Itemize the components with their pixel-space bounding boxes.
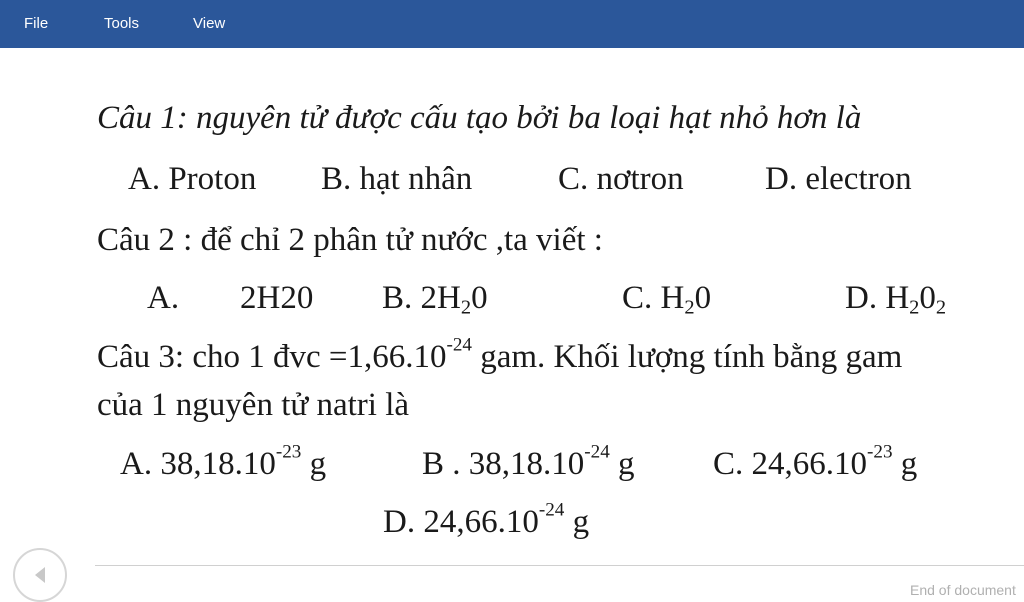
- q3-option-d: D. $24,66.10^{-24}$ g: [383, 499, 590, 540]
- q2-option-b: B. $2H_20$: [382, 280, 488, 319]
- menu-file[interactable]: File: [24, 15, 49, 32]
- menu-bar: [0, 0, 1024, 48]
- q2-option-d: D. $H_20_2$: [845, 280, 947, 319]
- menu-tools[interactable]: Tools: [104, 15, 140, 32]
- end-divider: [95, 565, 1024, 566]
- question-3-line-1: Câu 3: cho 1 đvc $=1,66.10^{-24}$ gam. Khối lượng tính bằng gam: [97, 334, 903, 375]
- question-3-line-2: của 1 nguyên tử natri là: [97, 387, 410, 423]
- document-page: [0, 48, 1024, 593]
- q1-option-b: B. hạt nhân: [321, 161, 473, 197]
- end-of-document-label: End of document: [910, 582, 1016, 598]
- q3-option-a: A. $38,18.10^{-23}$ g: [120, 441, 327, 482]
- q1-option-a: A. Proton: [128, 161, 257, 197]
- q3-option-c: C. $24,66.10^{-23}$ g: [713, 441, 918, 482]
- menu-view[interactable]: View: [193, 15, 226, 32]
- q3-option-b: B . $38,18.10^{-24}$ g: [422, 441, 635, 482]
- back-arrow-icon: [29, 563, 51, 587]
- q1-option-d: D. electron: [765, 161, 912, 197]
- q1-option-c: C. nơtron: [558, 161, 684, 197]
- q2-option-a-label: A.: [147, 280, 180, 316]
- question-2: Câu 2 : để chỉ 2 phân tử nước ,ta viết :: [97, 222, 603, 258]
- q2-option-a-value: 2H20: [240, 280, 314, 316]
- q2-option-c: C. $H_20$: [622, 280, 712, 319]
- question-1: Câu 1: nguyên tử được cấu tạo bởi ba loại hạt nhỏ hơn là: [97, 100, 862, 136]
- back-button[interactable]: [13, 548, 67, 602]
